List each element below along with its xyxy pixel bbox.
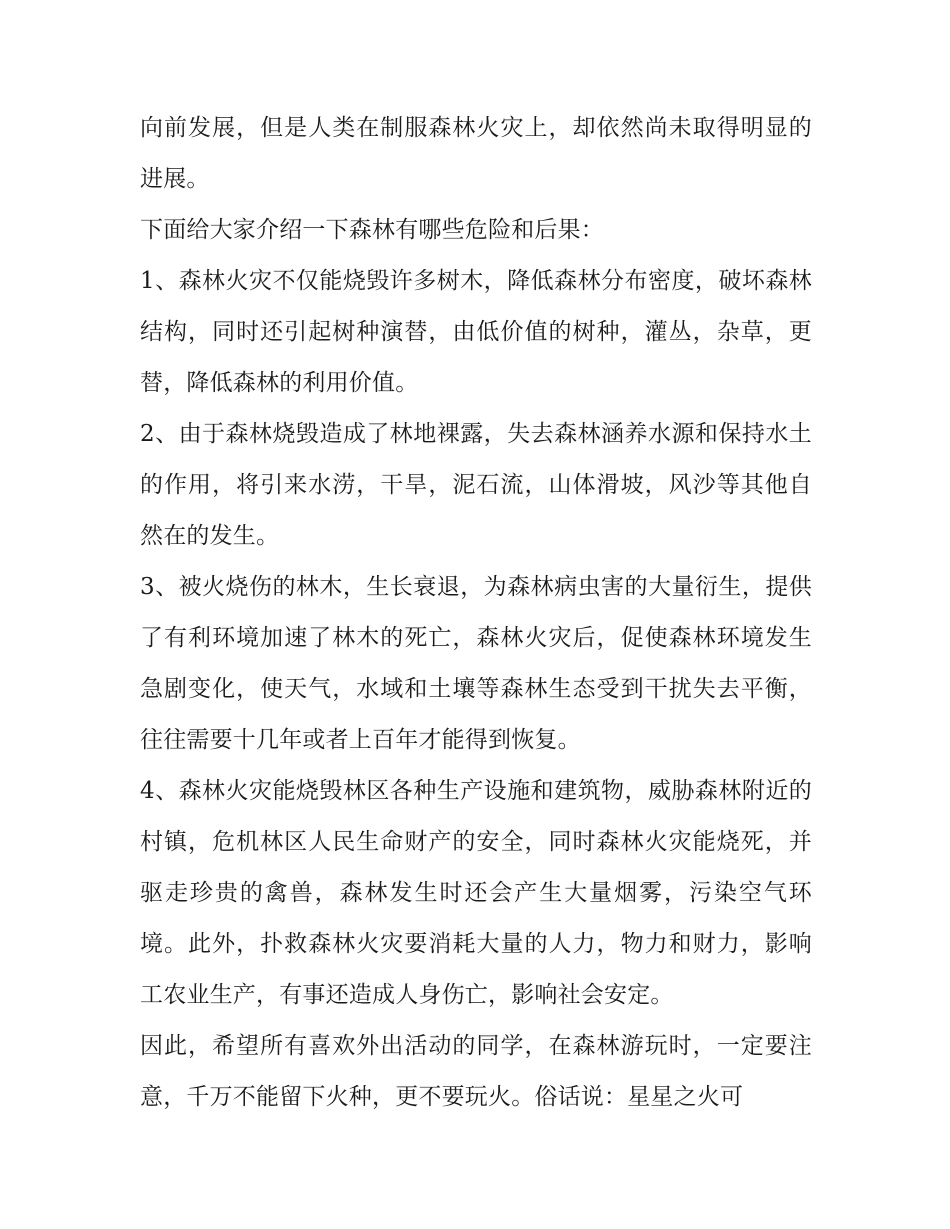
- paragraph-hazard-1: 1、森林火灾不仅能烧毁许多树木，降低森林分布密度，破坏森林结构，同时还引起树种演替，由低价值的树种，灌丛，杂草，更替，降低森林的利用价值。: [140, 268, 812, 396]
- paragraph-conclusion: 因此，希望所有喜欢外出活动的同学，在森林游玩时，一定要注意，千万不能留下火种，更不要玩火。俗话说：星星之火可: [140, 1033, 812, 1110]
- body-text: [140, 103, 812, 1123]
- paragraph-hazards-heading: 下面给大家介绍一下森林有哪些危险和后果：: [140, 217, 604, 243]
- paragraph-intro-continuation: 向前发展，但是人类在制服森林火灾上，却依然尚未取得明显的进展。: [140, 115, 812, 192]
- paragraph-hazard-3: 3、被火烧伤的林木，生长衰退，为森林病虫害的大量衍生，提供了有利环境加速了林木的死亡，森林火灾后，促使森林环境发生急剧变化，使天气，水域和土壤等森林生态受到干扰失去平衡，往往需要十几年或者上百年才能得到恢复。: [140, 574, 812, 753]
- paragraph-hazard-2: 2、由于森林烧毁造成了林地裸露，失去森林涵养水源和保持水土的作用，将引来水涝，干旱，泥石流，山体滑坡，风沙等其他自然在的发生。: [140, 421, 812, 549]
- paragraph-hazard-4: 4、森林火灾能烧毁林区各种生产设施和建筑物，威胁森林附近的村镇，危机林区人民生命财产的安全，同时森林火灾能烧死，并驱走珍贵的禽兽，森林发生时还会产生大量烟雾，污染空气环境。此外，扑救森林火灾要消耗大量的人力，物力和财力，影响工农业生产，有事还造成人身伤亡，影响社会安定。: [140, 778, 812, 1008]
